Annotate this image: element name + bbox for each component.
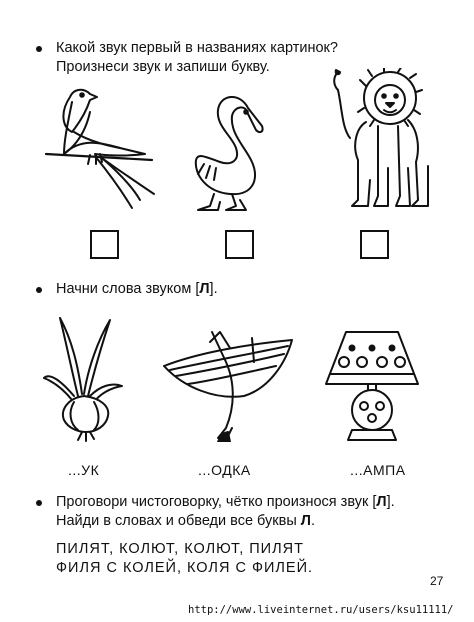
task3-line1-suffix: ]. [386,494,395,510]
swan-picture [190,82,290,217]
caption-lamp: ...АМПА [350,462,406,478]
boat-picture [160,322,295,442]
caption-onion: ...УК [68,462,100,478]
task3-line1-prefix: Проговори чистоговорку, чётко произнося звук [ [56,494,377,510]
task3-line2-prefix: Найди в словах и обведи все буквы [56,513,301,529]
task3-find-letters [56,512,315,530]
bullet-task1 [36,46,42,52]
caption-boat: ...ОДКА [198,462,251,478]
footer-url: http://www.liveinternet.ru/users/ksu11111/ [188,604,454,616]
answer-box-2[interactable] [225,230,254,259]
task3-instruction [56,493,395,511]
task2-prefix: Начни слова звуком [ [56,281,200,297]
lamp-picture [322,326,422,446]
answer-box-3[interactable] [360,230,389,259]
task2-instruction [56,280,218,298]
task3-line1-sound: Л [376,494,387,510]
task1-question: Какой звук первый в названиях картинок? [56,40,338,56]
task3-line2-suffix: . [310,513,315,529]
task2-sound: Л [199,281,210,297]
bullet-task3 [36,500,42,506]
bullet-task2 [36,287,42,293]
page-number: 27 [430,574,444,588]
onion-picture [38,312,128,442]
answer-box-1[interactable] [90,230,119,259]
swallow-picture [40,82,160,217]
tongue-twister-line2: ФИЛЯ С КОЛЕЙ, КОЛЯ С ФИЛЕЙ. [56,560,314,576]
tongue-twister-line1: ПИЛЯТ, КОЛЮТ, КОЛЮТ, ПИЛЯТ [56,541,304,557]
task1-instruction: Произнеси звук и запиши букву. [56,59,270,75]
task2-suffix: ]. [209,281,218,297]
lion-picture [328,68,438,218]
task3-line2-letter: Л [300,513,311,529]
